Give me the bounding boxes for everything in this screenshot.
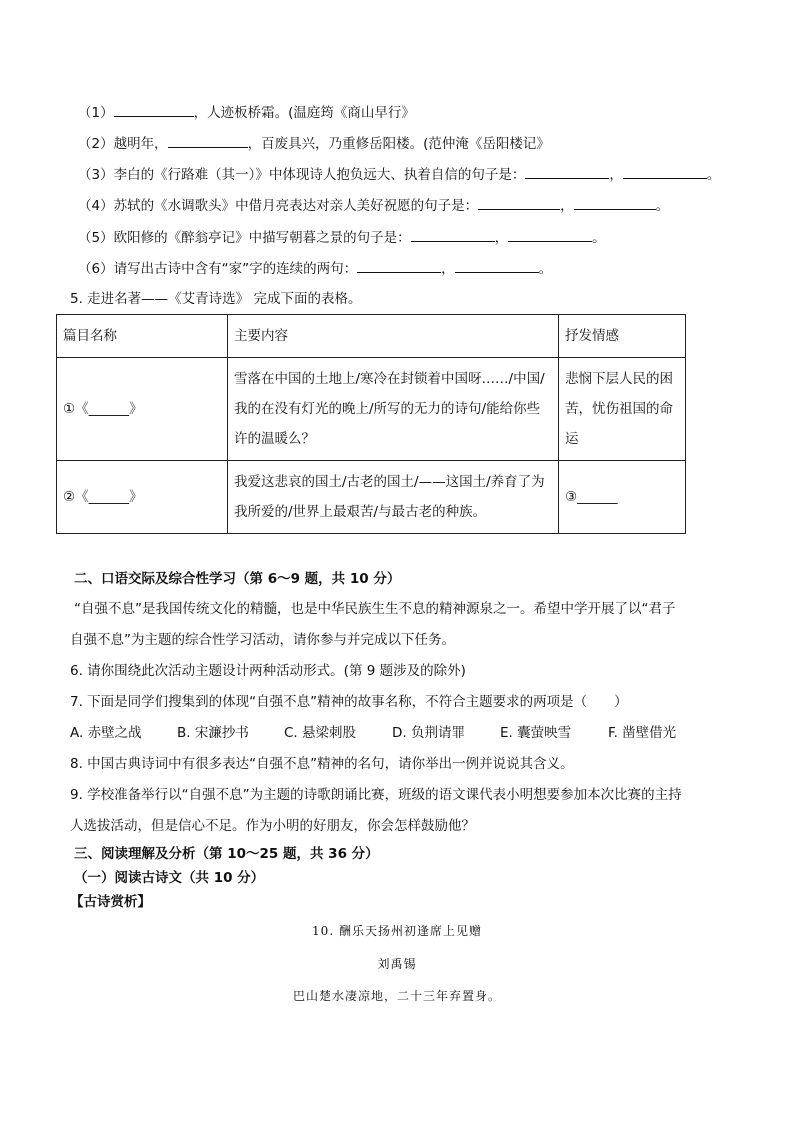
answer-blank[interactable] (623, 166, 707, 179)
section3-subheading: （一）阅读古诗文（共 10 分） (74, 870, 265, 886)
option-d[interactable]: D. 负荆请罪 (392, 725, 465, 741)
row1-title[interactable]: ①《______》 (57, 358, 228, 461)
table-row (57, 461, 686, 534)
answer-blank[interactable] (411, 229, 495, 242)
option-f[interactable]: F. 凿壁借光 (608, 725, 677, 741)
header-emotion: 抒发情感 (559, 315, 686, 358)
table-header-row (57, 315, 686, 358)
item-text: 李白的《行路难（其一）》中体现诗人抱负远大、执着自信的句子是： (113, 167, 526, 183)
item-number: （2） (78, 136, 114, 152)
question-6: 6. 请你围绕此次活动主题设计两种活动形式。(第 9 题涉及的除外) (70, 663, 466, 679)
answer-blank[interactable] (455, 260, 539, 273)
option-e[interactable]: E. 囊萤映雪 (500, 725, 572, 741)
q4-item-5 (78, 229, 606, 247)
row2-content: 我爱这悲哀的国土/古老的国土/——这国土/养育了为我所爱的/世界上最艰苦/与最古老的种族。 (228, 461, 559, 534)
poem-author: 刘禹锡 (377, 957, 417, 971)
item-text: ，百废具兴，乃重修岳阳楼。(范仲淹《岳阳楼记》 (247, 136, 550, 152)
item-number: （3） (78, 167, 114, 183)
answer-blank[interactable] (114, 104, 194, 117)
answer-blank[interactable] (525, 166, 609, 179)
question-9-line2: 人选拔活动，但是信心不足。作为小明的好朋友，你会怎样鼓励他？ (70, 818, 475, 834)
poem-title: 10. 酬乐天扬州初逢席上见赠 (312, 924, 482, 938)
option-c[interactable]: C. 悬梁刺股 (284, 725, 357, 741)
q7-options (70, 724, 676, 742)
option-b[interactable]: B. 宋濂抄书 (177, 725, 249, 741)
q4-item-1 (78, 104, 415, 122)
item-number: （4） (78, 198, 114, 214)
row1-emotion: 悲悯下层人民的困苦，忧伤祖国的命运 (559, 358, 686, 461)
answer-blank[interactable] (574, 197, 656, 210)
question-8: 8. 中国古典诗词中有很多表达“自强不息”精神的名句，请你举出一例并说说其含义。 (70, 756, 574, 772)
q5-prompt: 5. 走进名著——《艾青诗选》 完成下面的表格。 (70, 291, 362, 307)
poem-line: 巴山楚水凄凉地，二十三年弃置身。 (292, 989, 501, 1003)
item-text: 。 (538, 261, 553, 277)
header-title: 篇目名称 (57, 315, 228, 358)
item-text: 。 (706, 167, 721, 183)
section2-intro-line2: 自强不息”为主题的综合性学习活动，请你参与并完成以下任务。 (70, 632, 455, 648)
item-number: （6） (78, 261, 114, 277)
item-text: 苏轼的《水调歌头》中借月亮表达对亲人美好祝愿的句子是： (113, 198, 479, 214)
item-number: （5） (78, 230, 114, 246)
answer-blank[interactable] (508, 229, 592, 242)
row2-emotion[interactable]: ③______ (559, 461, 686, 534)
item-text: 越明年， (113, 136, 168, 152)
row2-title[interactable]: ②《______》 (57, 461, 228, 534)
item-number: （1） (78, 105, 114, 121)
item-text: 欧阳修的《醉翁亭记》中描写朝暮之景的句子是： (113, 230, 411, 246)
section2-heading: 二、口语交际及综合性学习（第 6～9 题，共 10 分） (74, 571, 401, 587)
option-a[interactable]: A. 赤壁之战 (70, 725, 142, 741)
q4-item-3 (78, 166, 720, 184)
q4-item-6 (78, 260, 552, 278)
poem-appreciation-label: 【古诗赏析】 (70, 894, 151, 910)
section3-heading: 三、阅读理解及分析（第 10～25 题，共 36 分） (74, 846, 379, 862)
answer-blank[interactable] (478, 197, 560, 210)
item-text: 。 (592, 230, 606, 246)
item-text: 。 (655, 198, 670, 214)
poetry-table (56, 314, 686, 534)
item-text: ， (609, 167, 623, 183)
item-text: ，人迹板桥霜。(温庭筠《商山早行》 (193, 105, 415, 121)
item-text: ， (494, 230, 509, 246)
question-9-line1: 9. 学校准备举行以“自强不息”为主题的诗歌朗诵比赛，班级的语文课代表小明想要参加本次比赛的主持 (70, 787, 682, 803)
q4-item-4 (78, 197, 669, 215)
answer-blank[interactable] (168, 135, 248, 148)
item-text: ， (560, 198, 574, 214)
table-row (57, 358, 686, 461)
q4-item-2 (78, 135, 550, 153)
question-7: 7. 下面是同学们搜集到的体现“自强不息”精神的故事名称，不符合主题要求的两项是（ ） (70, 694, 628, 710)
item-text: ， (441, 261, 455, 277)
item-text: 请写出古诗中含有“家”字的连续的两句： (113, 261, 358, 277)
row1-content: 雪落在中国的土地上/寒冷在封锁着中国呀……/中国/我的在没有灯光的晚上/所写的无力的诗句/能给你些许的温暖么？ (228, 358, 559, 461)
answer-blank[interactable] (357, 260, 441, 273)
section2-intro-line1: “自强不息”是我国传统文化的精髓，也是中华民族生生不息的精神源泉之一。希望中学开展了以“君子 (74, 601, 676, 617)
header-content: 主要内容 (228, 315, 559, 358)
